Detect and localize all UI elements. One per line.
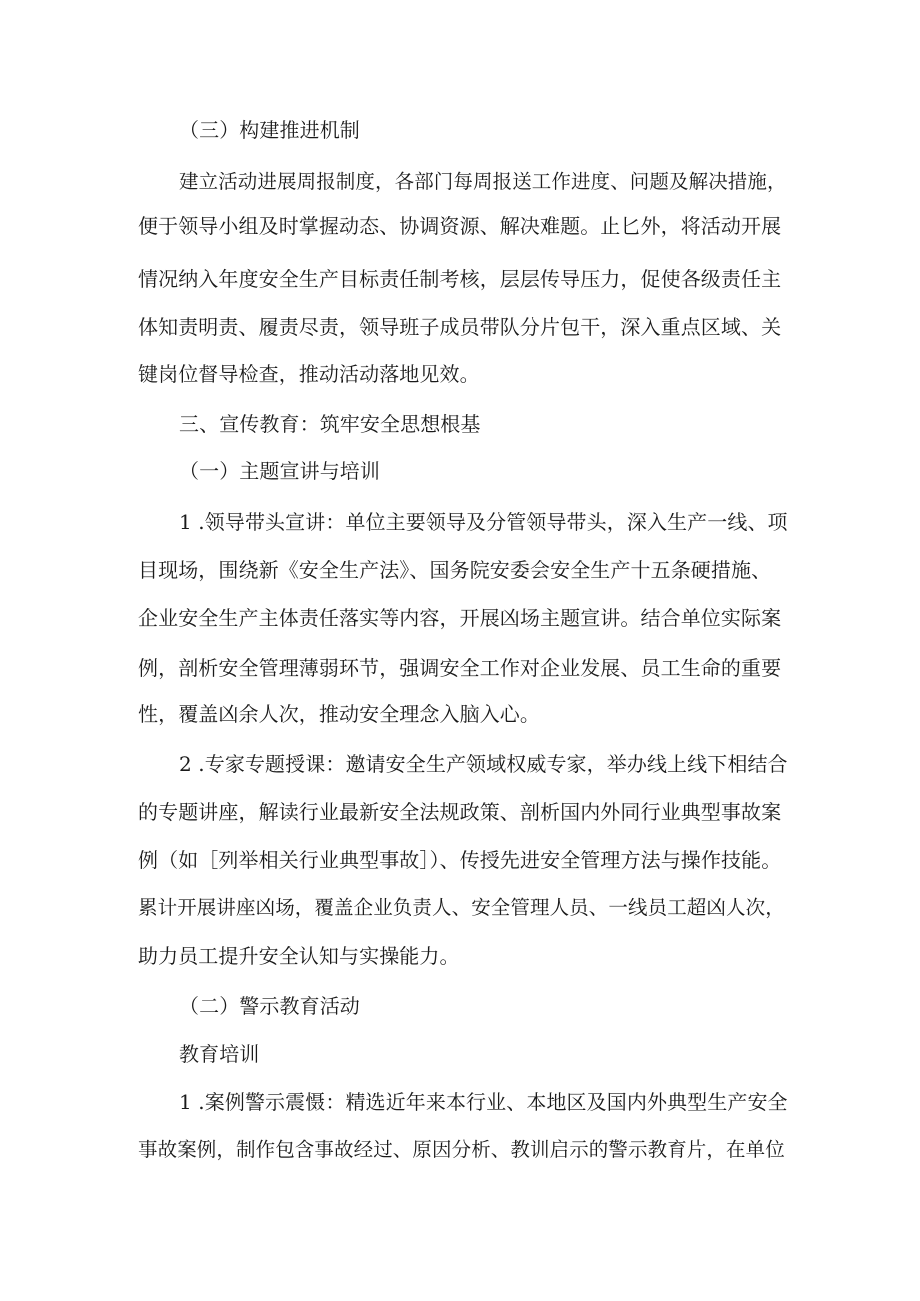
paragraph-line: 目现场，围绕新《安全生产法》、国务院安委会安全生产十五条硬措施、 — [138, 558, 772, 582]
subheading: 教育培训 — [179, 1042, 260, 1066]
paragraph-line: 例，剖析安全管理薄弱环节，强调安全工作对企业发展、员工生命的重要 — [138, 656, 782, 680]
paragraph-line: 1 .领导带头宣讲：单位主要领导及分管领导带头，深入生产一线、项 — [179, 510, 788, 534]
paragraph-line: 2 .专家专题授课：邀请安全生产领域权威专家，举办线上线下相结合 — [179, 752, 788, 776]
paragraph-line: 企业安全生产主体责任落实等内容，开展凶场主题宣讲。结合单位实际案 — [138, 606, 782, 630]
paragraph-line: 情况纳入年度安全生产目标责任制考核，层层传导压力，促使各级责任主 — [138, 267, 782, 291]
section-heading: （一）主题宣讲与培训 — [179, 459, 380, 483]
paragraph-line: 键岗位督导检查，推动活动落地见效。 — [138, 362, 480, 386]
paragraph-line: 的专题讲座，解读行业最新安全法规政策、剖析国内外同行业典型事故案 — [138, 800, 782, 824]
paragraph-line: 累计开展讲座凶场，覆盖企业负责人、安全管理人员、一线员工超凶人次， — [138, 896, 785, 919]
section-heading: （二）警示教育活动 — [179, 994, 360, 1018]
section-heading: （三）构建推进机制 — [179, 118, 360, 142]
paragraph-line: 助力员工提升安全认知与实操能力。 — [138, 944, 460, 968]
paragraph-line: 事故案例，制作包含事故经过、原因分析、教训启示的警示教育片，在单位 — [138, 1138, 785, 1161]
paragraph-line: 体知责明责、履责尽责，领导班子成员带队分片包干，深入重点区域、关 — [138, 315, 782, 339]
paragraph-line: 便于领导小组及时掌握动态、协调资源、解决难题。止匕外，将活动开展 — [138, 214, 782, 238]
chapter-heading: 三、宣传教育：筑牢安全思想根基 — [179, 412, 481, 436]
paragraph-line: 1 .案例警示震慑：精选近年来本行业、本地区及国内外典型生产安全 — [179, 1090, 788, 1114]
paragraph-line: 性，覆盖凶余人次，推动安全理念入脑入心。 — [138, 702, 540, 726]
paragraph-line: 建立活动进展周报制度，各部门每周报送工作进度、问题及解决措施， — [179, 170, 787, 193]
paragraph-line: 例（如［列举相关行业典型事故］）、传授先进安全管理方法与操作技能。 — [138, 848, 782, 872]
